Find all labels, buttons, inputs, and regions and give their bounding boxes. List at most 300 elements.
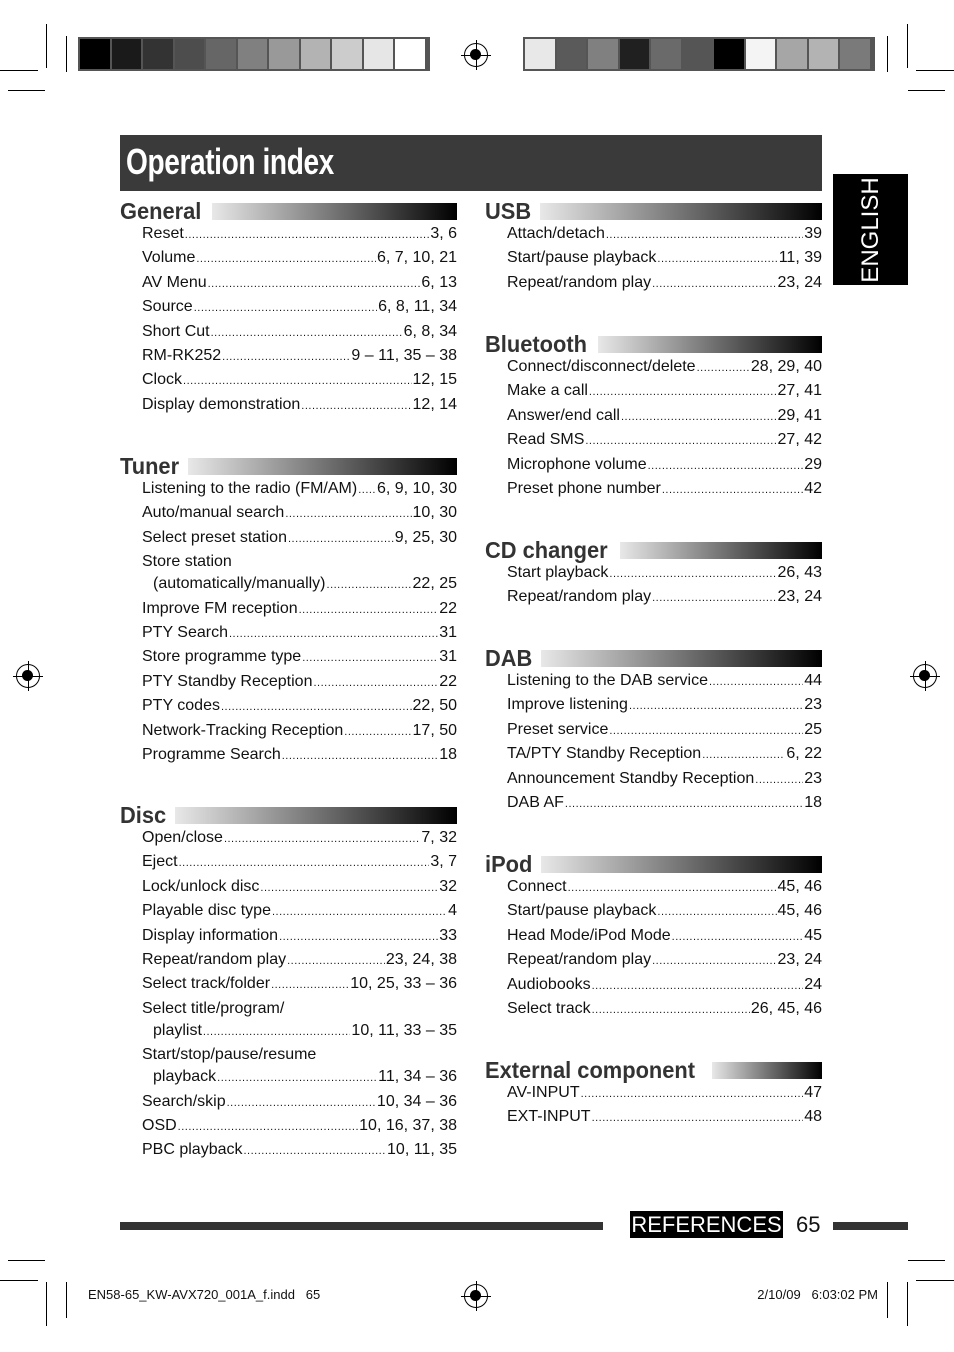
index-list bbox=[142, 480, 457, 770]
color-swatch bbox=[777, 39, 807, 69]
index-entry bbox=[507, 721, 822, 745]
entry-label: Connect bbox=[507, 878, 567, 895]
entry-pages: 6, 8, 34 bbox=[403, 322, 457, 340]
entry-pages: 27, 41 bbox=[777, 382, 822, 400]
color-swatch bbox=[143, 39, 173, 69]
entry-pages: 29, 41 bbox=[777, 406, 822, 424]
color-swatch bbox=[332, 39, 362, 69]
entry-pages: 12, 14 bbox=[412, 395, 457, 413]
entry-label: Microphone volume bbox=[507, 455, 647, 473]
dot-leader bbox=[702, 749, 785, 761]
index-entry bbox=[142, 1093, 457, 1117]
index-entry bbox=[142, 249, 457, 273]
index-section-external-component bbox=[485, 1057, 822, 1133]
section-label: REFERENCES bbox=[631, 1212, 782, 1237]
entry-pages: 29 bbox=[804, 455, 822, 473]
dot-leader bbox=[183, 375, 412, 387]
entry-label: Lock/unlock disc bbox=[142, 877, 260, 895]
crop-mark bbox=[46, 24, 47, 68]
heading-gradient-bar bbox=[598, 336, 822, 353]
entry-label: EXT-INPUT bbox=[507, 1108, 591, 1126]
entry-label: AV Menu bbox=[142, 273, 207, 291]
index-list bbox=[142, 225, 457, 420]
footer-rule-right bbox=[833, 1222, 908, 1230]
dot-leader bbox=[592, 1004, 750, 1016]
page-number: 65 bbox=[796, 1212, 821, 1237]
index-list bbox=[507, 225, 822, 298]
color-swatch bbox=[238, 39, 268, 69]
index-entry bbox=[507, 564, 822, 588]
dot-leader bbox=[592, 980, 804, 992]
index-entry bbox=[142, 274, 457, 298]
index-section-usb bbox=[485, 198, 822, 298]
dot-leader bbox=[285, 508, 411, 520]
index-entry bbox=[507, 745, 822, 769]
entry-label: Repeat/random play bbox=[507, 273, 652, 291]
color-swatch bbox=[395, 39, 425, 69]
dot-leader bbox=[648, 460, 804, 472]
index-entry bbox=[142, 225, 457, 249]
entry-label: (automatically/manually) bbox=[153, 575, 326, 593]
dot-leader bbox=[568, 882, 777, 894]
entry-pages: 31 bbox=[439, 648, 457, 666]
entry-label: Display demonstration bbox=[142, 395, 301, 413]
entry-pages: 12, 15 bbox=[412, 371, 457, 389]
dot-leader bbox=[581, 1088, 804, 1100]
index-entry bbox=[507, 431, 822, 455]
dot-leader bbox=[657, 253, 777, 265]
dot-leader bbox=[652, 955, 776, 967]
crop-mark bbox=[908, 1260, 945, 1261]
section-heading bbox=[485, 851, 822, 877]
index-entry bbox=[142, 480, 457, 504]
entry-pages: 6, 22 bbox=[786, 745, 822, 763]
entry-pages: 3, 6 bbox=[430, 225, 457, 242]
dot-leader bbox=[606, 229, 803, 241]
dot-leader bbox=[221, 701, 412, 713]
index-entry bbox=[507, 951, 822, 975]
entry-pages: 6, 13 bbox=[421, 273, 457, 291]
entry-label: Display information bbox=[142, 926, 279, 944]
dot-leader bbox=[222, 351, 350, 363]
index-section-dab bbox=[485, 645, 822, 818]
section-heading bbox=[485, 645, 822, 671]
entry-label: Reset bbox=[142, 225, 184, 242]
entry-label: Programme Search bbox=[142, 745, 281, 763]
index-list bbox=[507, 358, 822, 504]
dot-leader bbox=[313, 677, 438, 689]
index-section-cd-changer bbox=[485, 537, 822, 613]
entry-label: Head Mode/iPod Mode bbox=[507, 926, 671, 944]
entry-label: Repeat/random play bbox=[142, 950, 287, 968]
entry-label: Listening to the radio (FM/AM) bbox=[142, 480, 358, 497]
crop-mark bbox=[66, 1282, 67, 1318]
index-entry bbox=[142, 746, 457, 770]
entry-label: Network-Tracking Reception bbox=[142, 721, 344, 739]
entry-label: Source bbox=[142, 298, 193, 316]
index-entry bbox=[142, 1022, 457, 1046]
color-swatch bbox=[746, 39, 776, 69]
dot-leader bbox=[203, 1026, 351, 1038]
dot-leader bbox=[224, 833, 420, 845]
heading-gradient-bar bbox=[188, 458, 457, 475]
index-entry bbox=[142, 853, 457, 877]
index-entry bbox=[142, 722, 457, 746]
entry-label: TA/PTY Standby Reception bbox=[507, 745, 702, 763]
entry-pages: 32 bbox=[439, 877, 457, 895]
dot-leader bbox=[621, 411, 777, 423]
color-swatch bbox=[269, 39, 299, 69]
dot-leader bbox=[211, 327, 403, 339]
entry-label: Open/close bbox=[142, 829, 223, 846]
entry-label: Short Cut bbox=[142, 322, 210, 340]
index-entry bbox=[142, 396, 457, 420]
entry-label: Answer/end call bbox=[507, 406, 620, 424]
entry-label: Start playback bbox=[507, 564, 609, 581]
index-entry bbox=[142, 1141, 457, 1165]
entry-pages: 42 bbox=[804, 479, 822, 497]
registration-mark-icon bbox=[913, 664, 937, 688]
index-entry bbox=[507, 696, 822, 720]
dot-leader bbox=[609, 568, 776, 580]
dot-leader bbox=[287, 955, 385, 967]
index-section-disc bbox=[120, 802, 457, 1166]
entry-pages: 39 bbox=[804, 225, 822, 242]
entry-pages: 48 bbox=[804, 1108, 822, 1126]
entry-pages: 7, 32 bbox=[421, 829, 457, 846]
entry-label: Select preset station bbox=[142, 528, 287, 546]
crop-mark bbox=[916, 70, 954, 71]
index-entry bbox=[507, 358, 822, 382]
index-entry bbox=[142, 975, 457, 999]
dot-leader bbox=[229, 628, 438, 640]
crop-mark bbox=[0, 70, 38, 71]
entry-label: Read SMS bbox=[507, 431, 585, 449]
entry-pages: 45 bbox=[804, 926, 822, 944]
color-swatch bbox=[809, 39, 839, 69]
language-tab bbox=[833, 174, 908, 285]
index-entry-first-line bbox=[142, 1000, 457, 1022]
index-entry bbox=[507, 672, 822, 696]
color-swatch bbox=[525, 39, 555, 69]
entry-pages: 10, 34 – 36 bbox=[376, 1092, 457, 1110]
index-entry bbox=[507, 407, 822, 431]
color-swatch bbox=[112, 39, 142, 69]
entry-pages: 44 bbox=[804, 672, 822, 689]
entry-pages: 28, 29, 40 bbox=[750, 358, 822, 375]
entry-pages: 18 bbox=[804, 793, 822, 811]
heading-gradient-bar bbox=[620, 542, 822, 559]
index-entry-first-line bbox=[142, 1046, 457, 1068]
entry-pages: 24 bbox=[804, 975, 822, 993]
entry-label: DAB AF bbox=[507, 793, 564, 811]
entry-label: Attach/detach bbox=[507, 225, 605, 242]
color-swatch bbox=[683, 39, 713, 69]
entry-pages: 47 bbox=[804, 1084, 822, 1101]
entry-pages: 10, 30 bbox=[412, 504, 457, 522]
color-calibration-bar-left bbox=[78, 37, 430, 71]
entry-label: Playable disc type bbox=[142, 902, 271, 920]
index-entry-first-line bbox=[142, 553, 457, 575]
index-list bbox=[507, 878, 822, 1024]
entry-pages: 23, 24 bbox=[777, 951, 822, 969]
dot-leader bbox=[657, 906, 776, 918]
dot-leader bbox=[194, 302, 377, 314]
color-swatch bbox=[80, 39, 110, 69]
entry-pages: 11, 39 bbox=[778, 249, 822, 267]
dot-leader bbox=[302, 652, 438, 664]
section-heading bbox=[485, 1057, 822, 1083]
index-entry bbox=[507, 976, 822, 1000]
dot-leader bbox=[185, 229, 430, 241]
entry-pages: 11, 34 – 36 bbox=[378, 1068, 457, 1086]
index-entry bbox=[142, 927, 457, 951]
index-entry bbox=[142, 902, 457, 926]
entry-label: Preset phone number bbox=[507, 479, 661, 497]
heading-gradient-bar bbox=[712, 1062, 822, 1079]
index-entry bbox=[507, 274, 822, 298]
index-entry bbox=[507, 794, 822, 818]
entry-label: Store station bbox=[142, 553, 232, 571]
index-entry bbox=[142, 371, 457, 395]
entry-label: Select title/program/ bbox=[142, 999, 285, 1017]
print-file-info: EN58-65_KW-AVX720_001A_f.indd 65 bbox=[88, 1287, 321, 1302]
entry-pages: 18 bbox=[439, 745, 457, 763]
dot-leader bbox=[565, 798, 803, 810]
crop-mark bbox=[887, 1282, 888, 1318]
index-list bbox=[507, 564, 822, 613]
entry-label: playback bbox=[153, 1068, 217, 1086]
entry-label: Select track bbox=[507, 999, 591, 1017]
color-swatch bbox=[588, 39, 618, 69]
index-entry bbox=[507, 1084, 822, 1108]
entry-pages: 45, 46 bbox=[777, 878, 822, 895]
crop-mark bbox=[0, 1280, 38, 1281]
entry-label: Select track/folder bbox=[142, 975, 271, 993]
color-swatch bbox=[557, 39, 587, 69]
entry-pages: 45, 46 bbox=[777, 902, 822, 920]
entry-label: PBC playback bbox=[142, 1141, 243, 1159]
index-list bbox=[142, 829, 457, 1166]
entry-label: Audiobooks bbox=[507, 975, 591, 993]
index-entry bbox=[507, 878, 822, 902]
crop-mark bbox=[46, 1282, 47, 1326]
index-entry bbox=[142, 878, 457, 902]
index-section-bluetooth bbox=[485, 331, 822, 504]
dot-leader bbox=[208, 278, 421, 290]
entry-pages: 6, 8, 11, 34 bbox=[378, 298, 457, 316]
index-list bbox=[507, 1084, 822, 1133]
entry-label: Clock bbox=[142, 371, 183, 389]
entry-label: Make a call bbox=[507, 382, 588, 400]
entry-label: AV-INPUT bbox=[507, 1084, 580, 1101]
index-entry bbox=[142, 1068, 457, 1092]
heading-gradient-bar bbox=[175, 807, 457, 824]
entry-pages: 22 bbox=[439, 599, 457, 617]
dot-leader bbox=[196, 253, 376, 265]
entry-pages: 9, 25, 30 bbox=[394, 528, 457, 546]
color-swatch bbox=[206, 39, 236, 69]
crop-mark bbox=[907, 24, 908, 68]
heading-gradient-bar bbox=[541, 650, 822, 667]
entry-label: Start/pause playback bbox=[507, 249, 657, 267]
crop-mark bbox=[908, 90, 945, 91]
section-title: General bbox=[120, 197, 202, 224]
dot-leader bbox=[179, 857, 430, 869]
dot-leader bbox=[629, 700, 803, 712]
entry-pages: 10, 11, 33 – 35 bbox=[351, 1021, 457, 1039]
section-title: External component bbox=[485, 1056, 696, 1083]
index-entry bbox=[142, 298, 457, 322]
section-title: USB bbox=[485, 197, 532, 224]
index-entry bbox=[142, 829, 457, 853]
color-swatch bbox=[175, 39, 205, 69]
section-heading bbox=[485, 537, 822, 563]
page-title-bar bbox=[120, 135, 822, 191]
registration-mark-icon bbox=[464, 43, 488, 67]
entry-pages: 10, 16, 37, 38 bbox=[359, 1116, 457, 1134]
index-entry bbox=[507, 927, 822, 951]
entry-pages: 6, 9, 10, 30 bbox=[376, 480, 457, 497]
dot-leader bbox=[217, 1072, 377, 1084]
entry-pages: 23 bbox=[804, 769, 822, 787]
dot-leader bbox=[279, 931, 438, 943]
entry-pages: 26, 45, 46 bbox=[750, 999, 822, 1017]
crop-mark bbox=[66, 36, 67, 72]
color-swatch bbox=[301, 39, 331, 69]
dot-leader bbox=[288, 533, 394, 545]
entry-pages: 31 bbox=[439, 623, 457, 641]
section-title: Disc bbox=[120, 801, 167, 828]
entry-pages: 23, 24 bbox=[777, 273, 822, 291]
color-calibration-bar-right bbox=[523, 37, 875, 71]
entry-pages: 10, 25, 33 – 36 bbox=[350, 975, 457, 993]
crop-mark bbox=[8, 90, 45, 91]
index-entry bbox=[507, 902, 822, 926]
dot-leader bbox=[227, 1097, 376, 1109]
index-entry bbox=[507, 1000, 822, 1024]
dot-leader bbox=[592, 1112, 804, 1124]
dot-leader bbox=[327, 579, 412, 591]
entry-label: Auto/manual search bbox=[142, 504, 285, 522]
section-title: iPod bbox=[485, 850, 533, 877]
index-section-general bbox=[120, 198, 457, 420]
entry-pages: 22 bbox=[439, 672, 457, 690]
section-heading bbox=[120, 802, 457, 828]
dot-leader bbox=[662, 484, 803, 496]
index-entry bbox=[142, 600, 457, 624]
dot-leader bbox=[260, 882, 438, 894]
dot-leader bbox=[697, 362, 750, 374]
dot-leader bbox=[755, 774, 803, 786]
entry-label: Improve listening bbox=[507, 696, 628, 714]
entry-label: Eject bbox=[142, 853, 178, 871]
entry-label: Preset service bbox=[507, 720, 609, 738]
entry-label: Connect/disconnect/delete bbox=[507, 358, 696, 375]
entry-label: PTY Search bbox=[142, 623, 228, 641]
dot-leader bbox=[271, 979, 349, 991]
entry-label: Store programme type bbox=[142, 648, 302, 666]
entry-label: Repeat/random play bbox=[507, 588, 652, 606]
entry-label: Repeat/random play bbox=[507, 951, 652, 969]
color-swatch bbox=[620, 39, 650, 69]
dot-leader bbox=[282, 750, 438, 762]
heading-gradient-bar bbox=[540, 203, 822, 220]
dot-leader bbox=[299, 604, 439, 616]
entry-label: Start/stop/pause/resume bbox=[142, 1046, 317, 1064]
entry-pages: 10, 11, 35 bbox=[387, 1141, 457, 1159]
index-entry bbox=[142, 323, 457, 347]
language-label: ENGLISH bbox=[856, 176, 884, 283]
entry-label: Listening to the DAB service bbox=[507, 672, 708, 689]
index-entry bbox=[142, 673, 457, 697]
entry-pages: 23 bbox=[804, 696, 822, 714]
index-entry bbox=[142, 1117, 457, 1141]
section-title: DAB bbox=[485, 644, 533, 671]
index-entry bbox=[142, 648, 457, 672]
entry-label: RM-RK252 bbox=[142, 346, 222, 364]
dot-leader bbox=[609, 725, 803, 737]
registration-mark-icon bbox=[16, 664, 40, 688]
section-title: Bluetooth bbox=[485, 330, 587, 357]
page-title: Operation index bbox=[126, 141, 334, 182]
entry-label: playlist bbox=[153, 1021, 202, 1039]
entry-label: Announcement Standby Reception bbox=[507, 769, 755, 787]
print-datetime: 2/10/09 6:03:02 PM bbox=[757, 1287, 878, 1302]
entry-pages: 25 bbox=[804, 720, 822, 738]
crop-mark bbox=[887, 36, 888, 72]
index-entry bbox=[507, 456, 822, 480]
crop-mark bbox=[907, 1282, 908, 1326]
index-entry bbox=[142, 529, 457, 553]
crop-mark bbox=[916, 1280, 954, 1281]
entry-pages: 17, 50 bbox=[412, 721, 457, 739]
index-entry bbox=[507, 249, 822, 273]
dot-leader bbox=[672, 931, 804, 943]
dot-leader bbox=[652, 278, 776, 290]
index-section-tuner bbox=[120, 453, 457, 770]
heading-gradient-bar bbox=[541, 856, 822, 873]
entry-pages: 27, 42 bbox=[777, 431, 822, 449]
index-section-ipod bbox=[485, 851, 822, 1024]
color-swatch bbox=[840, 39, 870, 69]
footer-rule bbox=[120, 1222, 603, 1230]
index-entry bbox=[142, 951, 457, 975]
entry-pages: 22, 50 bbox=[412, 697, 457, 715]
index-entry bbox=[142, 347, 457, 371]
dot-leader bbox=[585, 435, 776, 447]
entry-pages: 9 – 11, 35 – 38 bbox=[351, 346, 457, 364]
dot-leader bbox=[358, 484, 376, 496]
dot-leader bbox=[301, 400, 411, 412]
dot-leader bbox=[652, 592, 776, 604]
entry-pages: 23, 24 bbox=[777, 588, 822, 606]
dot-leader bbox=[709, 676, 803, 688]
dot-leader bbox=[178, 1121, 358, 1133]
entry-pages: 33 bbox=[439, 926, 457, 944]
index-entry bbox=[142, 624, 457, 648]
entry-pages: 22, 25 bbox=[412, 575, 457, 593]
index-entry bbox=[507, 480, 822, 504]
crop-mark bbox=[8, 1260, 45, 1261]
section-heading bbox=[120, 453, 457, 479]
entry-label: Volume bbox=[142, 249, 196, 267]
color-swatch bbox=[714, 39, 744, 69]
index-entry bbox=[507, 770, 822, 794]
index-entry bbox=[507, 1108, 822, 1132]
entry-pages: 6, 7, 10, 21 bbox=[376, 249, 457, 267]
entry-label: OSD bbox=[142, 1116, 177, 1134]
